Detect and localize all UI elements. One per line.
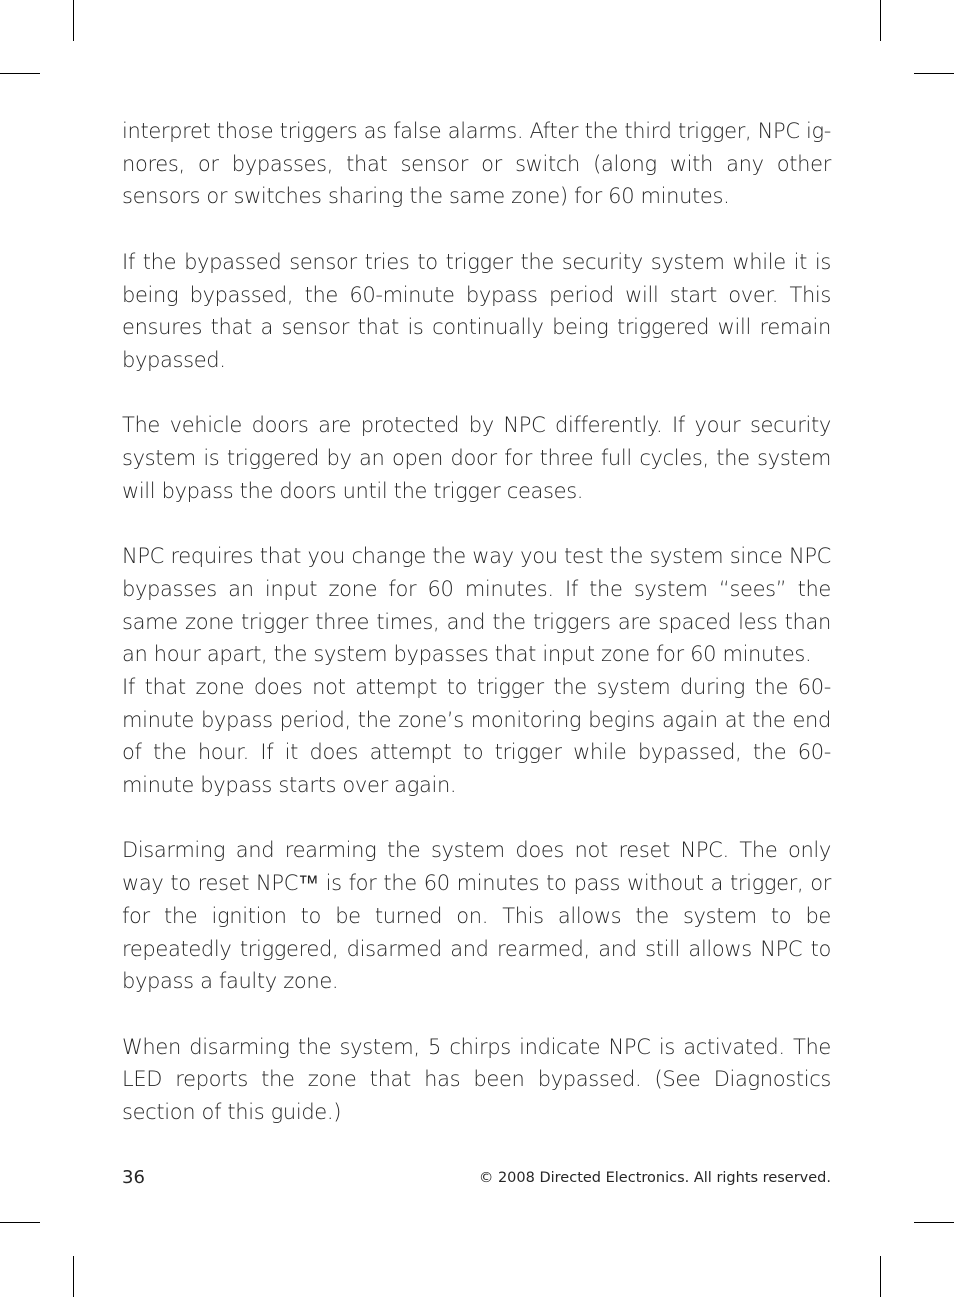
paragraph-reset-npc: Disarming and rearming the system does not reset NPC. The only way to reset NPC™ is for the 60 minutes to pass without a trigger, or for the ignition to be turned on. This allows the system to be repeatedly triggered, disarmed and rearmed, and still allows NPC to bypass a faulty zone.	[122, 838, 831, 994]
paragraph-testing-npc: NPC requires that you change the way you test the system since NPC bypasses an input zone for 60 minutes. If the system “sees” the same zone trigger three times, and the triggers are spaced less than an hour apart, the system bypasses that input zone for 60 minutes.	[122, 544, 831, 667]
page-number: 36	[122, 1167, 145, 1188]
crop-mark-top-right-horizontal	[914, 73, 954, 74]
crop-mark-top-right-vertical	[880, 0, 881, 41]
crop-mark-bottom-left-vertical	[73, 1256, 74, 1297]
copyright-notice: © 2008 Directed Electronics. All rights reserved.	[478, 1170, 831, 1186]
crop-mark-top-left-vertical	[73, 0, 74, 41]
paragraph-zone-monitoring: If that zone does not attempt to trigger the system during the 60-minute bypass period, the zone’s monitoring begins again at the end of the hour. If it does attempt to trigger while bypassed, the 60-minute bypass starts over again.	[122, 674, 831, 798]
paragraph-disarm-chirps: When disarming the system, 5 chirps indicate NPC is activated. The LED reports the zone that has been bypassed. (See Diagnostics section of this guide.)	[122, 1034, 831, 1125]
crop-mark-bottom-left-horizontal	[0, 1222, 40, 1223]
paragraph-false-alarms: interpret those triggers as false alarms. After the third trigger, NPC ig-nores, or bypasses, that sensor or switch (along with any other sensors or switches sharing the same zone) for 60 minutes.	[122, 119, 831, 209]
crop-mark-bottom-right-vertical	[880, 1256, 881, 1297]
crop-mark-bottom-right-horizontal	[914, 1222, 954, 1223]
body-text	[122, 115, 831, 1129]
paragraph-vehicle-doors: The vehicle doors are protected by NPC differently. If your security system is triggered by an open door for three full cycles, the system will bypass the doors until the trigger ceases.	[122, 413, 831, 503]
crop-mark-top-left-horizontal	[0, 73, 40, 74]
paragraph-bypass-restart: If the bypassed sensor tries to trigger the security system while it is being bypassed, the 60-minute bypass period will start over. This ensures that a sensor that is continually being triggered will remain bypassed.	[122, 249, 831, 372]
